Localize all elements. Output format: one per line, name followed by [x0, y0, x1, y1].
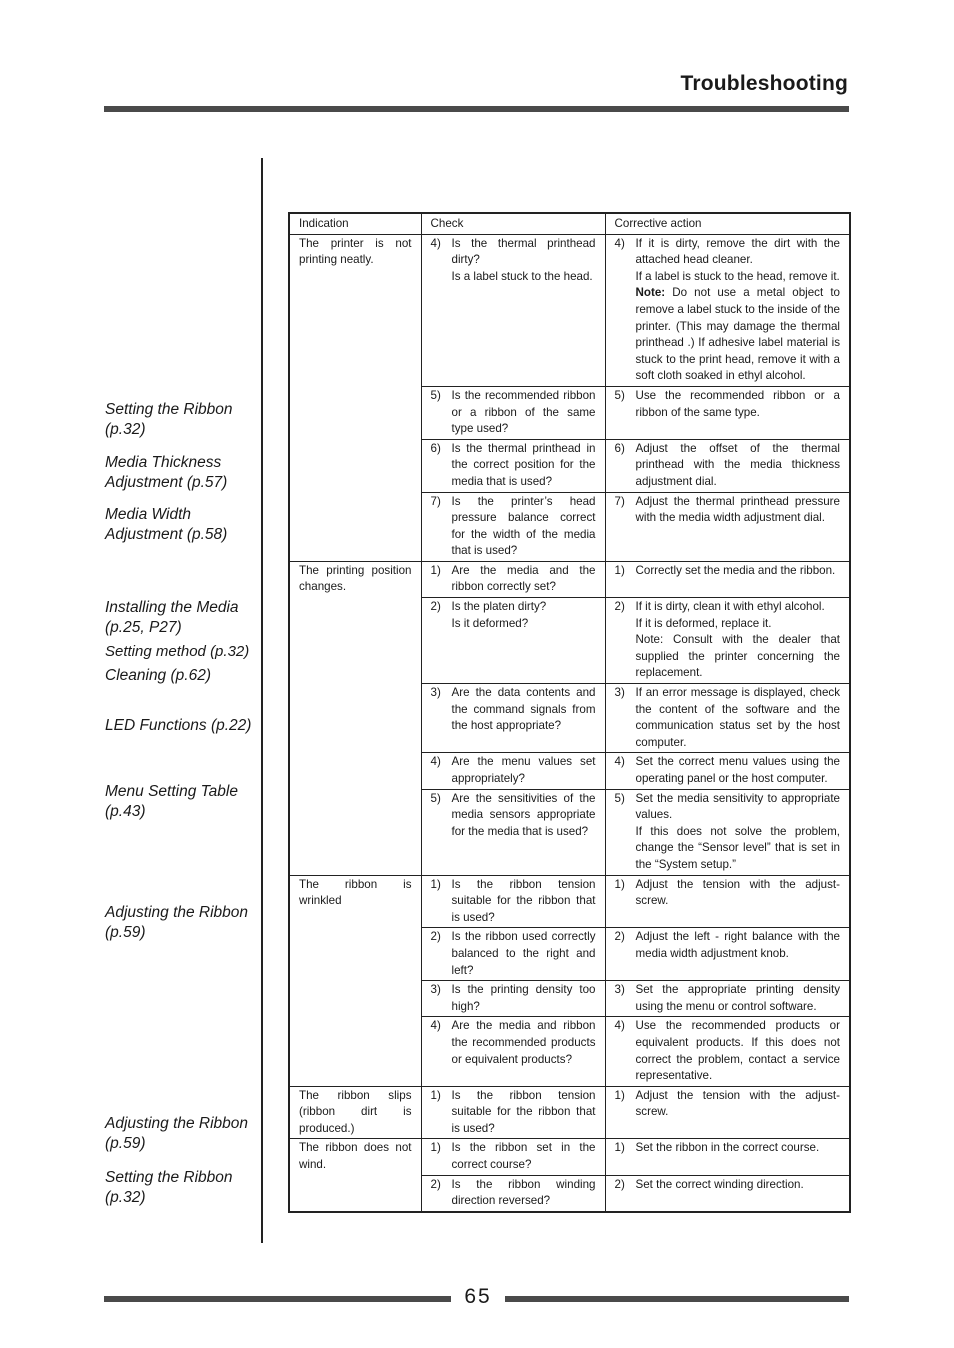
footer-rule-left	[104, 1296, 451, 1302]
troubleshooting-table	[288, 212, 851, 1213]
action-cell	[605, 875, 850, 928]
column-header-check: Check	[421, 213, 605, 234]
table-row	[289, 1139, 850, 1175]
check-number: 1)	[430, 1141, 441, 1155]
margin-divider	[261, 158, 263, 1243]
action-number: 1)	[614, 1088, 625, 1102]
action-text: Set the correct menu values using the operating panel or the host computer.	[635, 755, 840, 785]
indication-cell: The printing position changes.	[289, 561, 421, 875]
action-number: 4)	[614, 236, 625, 250]
action-cell	[605, 1139, 850, 1175]
action-cell	[605, 928, 850, 981]
note-label: Note:	[635, 286, 666, 300]
check-text: Are the menu values set appropriately?	[451, 755, 596, 785]
action-cell	[605, 1017, 850, 1086]
action-text: Use the recommended products or equivalent products. If this does not correct the problem, contact a service representative.	[635, 1019, 840, 1083]
action-number: 3)	[614, 983, 625, 997]
check-number: 2)	[430, 600, 441, 614]
check-number: 4)	[430, 755, 441, 769]
action-cell	[605, 439, 850, 492]
action-text: Set the media sensitivity to appropriate values. If this does not solve the problem, change the “Sensor level” that is set in the “System setup.”	[635, 791, 840, 871]
check-text: Is the ribbon tension suitable for the ribbon that is used?	[451, 877, 596, 924]
check-number: 5)	[430, 388, 441, 402]
action-number: 1)	[614, 1141, 625, 1155]
action-text: Adjust the tension with the adjust-screw.	[635, 1088, 840, 1119]
cross-reference: Adjusting the Ribbon (p.59)	[105, 1115, 249, 1152]
action-cell	[605, 753, 850, 789]
table-row	[289, 561, 850, 597]
cross-reference: Installing the Media (p.25, P27)	[105, 599, 239, 636]
check-number: 2)	[430, 930, 441, 944]
check-number: 7)	[430, 494, 441, 508]
check-text: Is the ribbon used correctly balanced to the right and left?	[451, 930, 596, 977]
action-number: 3)	[614, 686, 625, 700]
check-text: Are the sensitivities of the media sensors appropriate for the media that is used?	[451, 791, 596, 838]
page-title: Troubleshooting	[680, 72, 848, 95]
action-text: Adjust the thermal printhead pressure with the media width adjustment dial.	[635, 494, 840, 525]
check-number: 1)	[430, 877, 441, 891]
check-cell	[421, 1139, 605, 1175]
action-cell	[605, 1175, 850, 1212]
table-header-row	[289, 213, 850, 234]
action-cell	[605, 1086, 850, 1139]
check-cell	[421, 386, 605, 439]
cross-reference: Menu Setting Table (p.43)	[105, 783, 238, 820]
action-cell	[605, 561, 850, 597]
action-cell	[605, 684, 850, 753]
check-cell	[421, 598, 605, 684]
check-number: 3)	[430, 686, 441, 700]
action-number: 2)	[614, 600, 625, 614]
indication-cell: The ribbon slips (ribbon dirt is produced.)	[289, 1086, 421, 1139]
check-cell	[421, 234, 605, 386]
cross-reference: Media Thickness Adjustment (p.57)	[105, 454, 228, 491]
table-row	[289, 234, 850, 386]
table-row	[289, 1086, 850, 1139]
action-number: 2)	[614, 930, 625, 944]
cross-reference: Setting method (p.32)	[105, 643, 250, 660]
check-text: Is the ribbon tension suitable for the ribbon that is used?	[451, 1088, 596, 1135]
check-text: Is the thermal printhead dirty? Is a label stuck to the head.	[451, 236, 596, 283]
action-number: 6)	[614, 441, 625, 455]
check-text: Are the media and ribbon the recommended products or equivalent products?	[451, 1019, 596, 1066]
action-cell	[605, 981, 850, 1017]
action-text: Adjust the tension with the adjust-screw.	[635, 877, 840, 908]
check-cell	[421, 492, 605, 561]
action-text: Adjust the offset of the thermal printhead with the media thickness adjustment dial.	[635, 441, 840, 488]
action-number: 4)	[614, 755, 625, 769]
check-number: 5)	[430, 791, 441, 805]
column-header-corrective-action: Corrective action	[605, 213, 850, 234]
table-row	[289, 875, 850, 928]
check-cell	[421, 684, 605, 753]
check-cell	[421, 1017, 605, 1086]
action-cell	[605, 789, 850, 875]
action-cell	[605, 386, 850, 439]
check-cell	[421, 981, 605, 1017]
check-cell	[421, 1086, 605, 1139]
check-text: Are the data contents and the command signals from the host appropriate?	[451, 686, 596, 733]
check-number: 1)	[430, 1088, 441, 1102]
check-cell	[421, 875, 605, 928]
check-cell	[421, 439, 605, 492]
action-text: Set the correct winding direction.	[635, 1177, 804, 1191]
check-text: Is the recommended ribbon or a ribbon of the same type used?	[451, 388, 596, 436]
action-cell	[605, 234, 850, 386]
check-cell	[421, 1175, 605, 1212]
check-number: 4)	[430, 1019, 441, 1033]
check-number: 4)	[430, 236, 441, 250]
check-number: 3)	[430, 983, 441, 997]
action-text: Adjust the left - right balance with the media width adjustment knob.	[635, 930, 840, 960]
action-number: 2)	[614, 1177, 625, 1191]
action-number: 7)	[614, 494, 625, 508]
cross-reference: Cleaning (p.62)	[105, 667, 211, 684]
check-text: Is the ribbon set in the correct course?	[451, 1141, 596, 1172]
action-text: If it is dirty, remove the dirt with the attached head cleaner. If a label is stuck to the head, remove it.	[635, 236, 840, 283]
action-text: Set the appropriate printing density using the menu or control software.	[635, 983, 840, 1013]
action-number: 4)	[614, 1019, 625, 1033]
check-number: 6)	[430, 441, 441, 455]
check-cell	[421, 789, 605, 875]
cross-reference: Media Width Adjustment (p.58)	[105, 506, 228, 543]
check-cell	[421, 928, 605, 981]
cross-reference: Adjusting the Ribbon (p.59)	[105, 904, 249, 941]
check-number: 1)	[430, 563, 441, 577]
action-number: 5)	[614, 388, 625, 402]
indication-cell: The ribbon is wrinkled	[289, 875, 421, 1086]
page-number: 65	[464, 1285, 492, 1308]
check-text: Is the ribbon winding direction reversed?	[451, 1177, 596, 1208]
action-number: 1)	[614, 877, 625, 891]
cross-reference: Setting the Ribbon (p.32)	[105, 1169, 233, 1206]
footer-rule-right	[505, 1296, 849, 1302]
action-number: 5)	[614, 791, 625, 805]
check-cell	[421, 561, 605, 597]
indication-cell: The ribbon does not wind.	[289, 1139, 421, 1212]
check-cell	[421, 753, 605, 789]
check-text: Are the media and the ribbon correctly set?	[451, 563, 596, 594]
indication-cell: The printer is not printing neatly.	[289, 234, 421, 561]
check-number: 2)	[430, 1177, 441, 1191]
column-header-indication: Indication	[289, 213, 421, 234]
action-text: Use the recommended ribbon or a ribbon of the same type.	[635, 388, 840, 419]
cross-reference: LED Functions (p.22)	[105, 717, 252, 734]
header-rule	[104, 106, 849, 112]
action-cell	[605, 492, 850, 561]
check-text: Is the printer’s head pressure balance correct for the width of the media that is used?	[451, 494, 596, 558]
check-text: Is the platen dirty? Is it deformed?	[451, 600, 547, 630]
action-cell	[605, 598, 850, 684]
cross-reference: Setting the Ribbon (p.32)	[105, 401, 233, 438]
action-text: Set the ribbon in the correct course.	[635, 1141, 820, 1155]
action-text: Correctly set the media and the ribbon.	[635, 563, 836, 577]
check-text: Is the printing density too high?	[451, 983, 596, 1013]
action-text: If it is dirty, clean it with ethyl alcohol. If it is deformed, replace it. Note: Consult with the dealer that supplied the printer concerning the replacement.	[635, 600, 840, 680]
action-number: 1)	[614, 563, 625, 577]
note-text: Do not use a metal object to remove a label stuck to the inside of the printer. (This may damage the thermal printhead .) If adhesive label material is stuck to the print head, remove it with a soft cloth soaked in ethyl alcohol.	[635, 286, 840, 383]
action-text: If an error message is displayed, check the content of the software and the communication status set by the host computer.	[635, 686, 840, 749]
check-text: Is the thermal printhead in the correct position for the media that is used?	[451, 441, 596, 488]
